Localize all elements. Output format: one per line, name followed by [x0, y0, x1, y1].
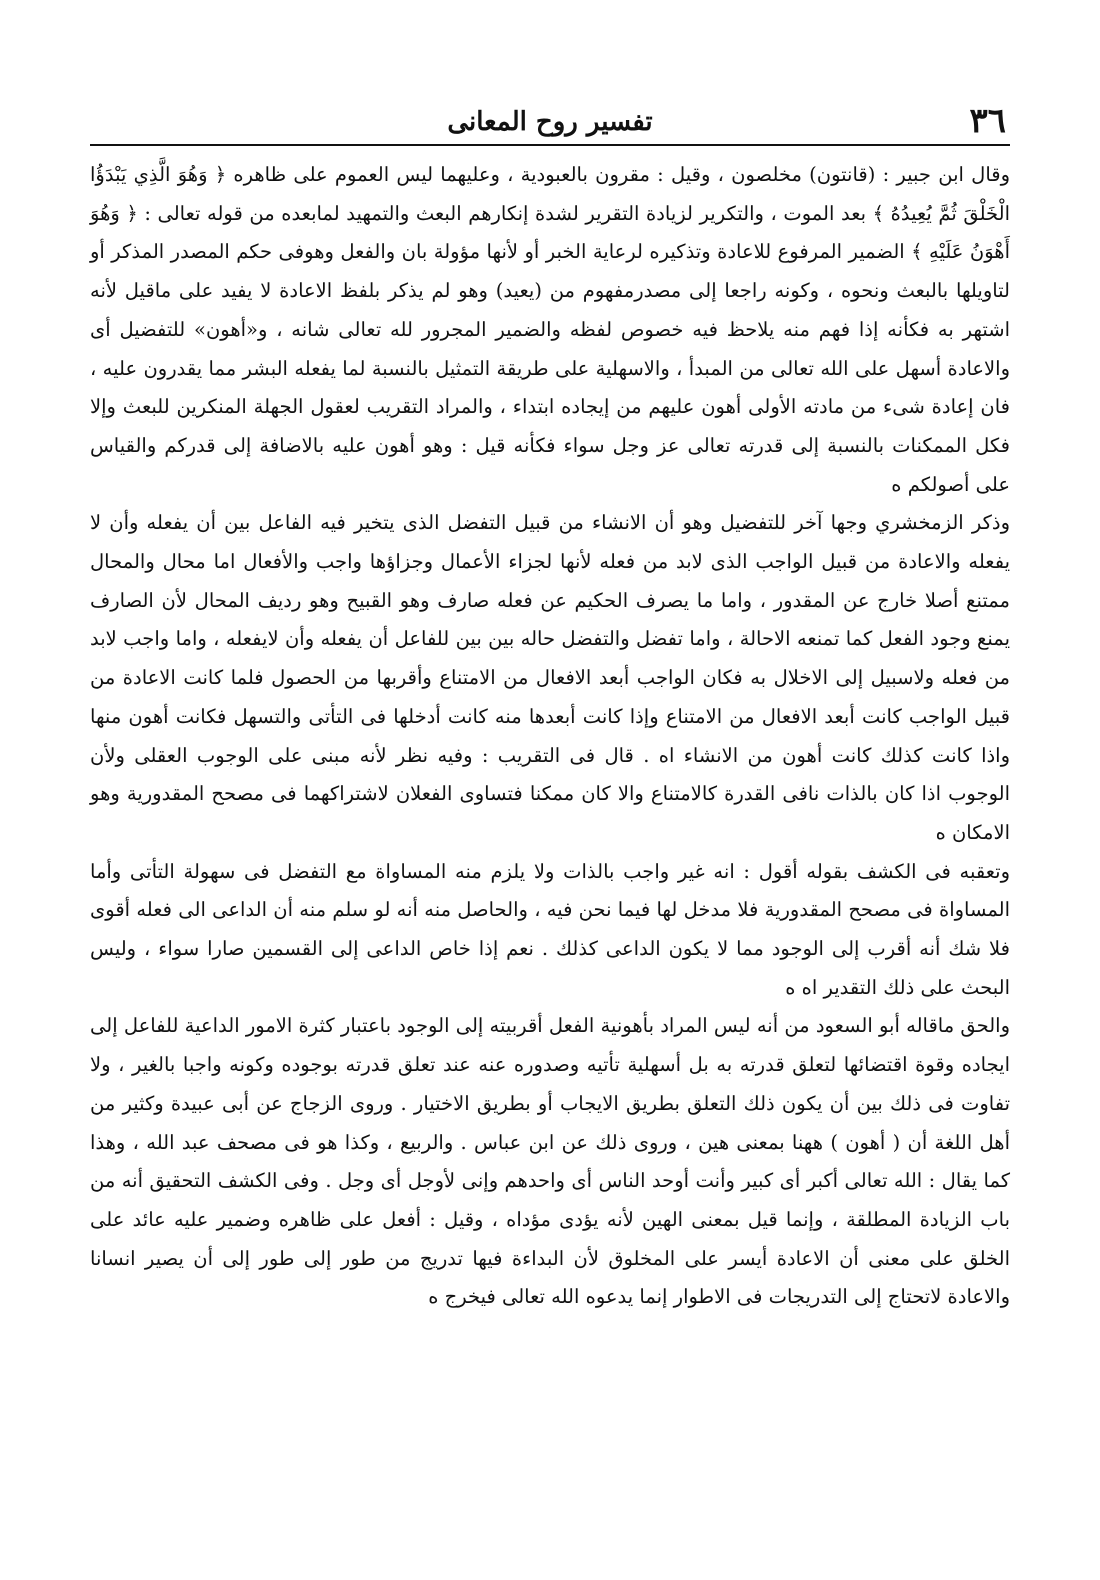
paragraph: وقال ابن جبير : (قانتون) مخلصون ، وقيل : مقرون بالعبودية ، وعليهما ليس العموم على ظاهره ﴿ وَهُوَ الَّذِي يَبْدَؤُا الْخَلْقَ ثُمَّ يُعِيدُهُ ﴾ بعد الموت ، والتكرير لزيادة التقرير لشدة إنكارهم البعث والتمهيد لمابعده من قوله تعالى : ﴿ وَهُوَ أَهْوَنُ عَلَيْهِ ﴾ الضمير المرفوع للاعادة وتذكيره لرعاية الخبر أو لأنها مؤولة بان والفعل وهوفى حكم المصدر المذكر أو لتاويلها بالبعث ونحوه ، وكونه راجعا إلى مصدرمفهوم من (يعيد) وهو لم يذكر بلفظ الاعادة لا يفيد على ماقيل لأنه اشتهر به فكأنه إذا فهم منه يلاحظ فيه خصوص لفظه والضمير المجرور لله تعالى شانه ، و«أهون» للتفضيل أى والاعادة أسهل على الله تعالى من المبدأ ، والاسهلية على طريقة التمثيل بالنسبة لما يفعله البشر مما يقدرون عليه ، فان إعادة شىء من مادته الأولى أهون عليهم من إيجاده ابتداء ، والمراد التقريب لعقول الجهلة المنكرين للبعث وإلا فكل الممكنات بالنسبة إلى قدرته تعالى عز وجل سواء فكأنه قيل : وهو أهون عليه بالاضافة إلى قدركم والقياس على أصولكم ه	[90, 163, 1010, 496]
paragraph: وتعقبه فى الكشف بقوله أقول : انه غير واجب بالذات ولا يلزم منه المساواة مع التفضل فى سهولة التأتى وأما المساواة فى مصحح المقدورية فلا مدخل لها فيما نحن فيه ، والحاصل منه أنه لو سلم منه أن الداعى الى فعله أقوى فلا شك أنه أقرب إلى الوجود مما لا يكون الداعى كذلك . نعم إذا خاص الداعى إلى القسمين صارا سواء ، وليس البحث على ذلك التقدير اه ه	[90, 859, 1010, 999]
page-header	[90, 100, 1010, 146]
paragraph: وذكر الزمخشري وجها آخر للتفضيل وهو أن الانشاء من قبيل التفضل الذى يتخير فيه الفاعل بين أن يفعله وأن لا يفعله والاعادة من قبيل الواجب الذى لابد من فعله لأنها لجزاء الأعمال وجزاؤها واجب والأفعال اما محال والمحال ممتنع أصلا خارج عن المقدور ، واما ما يصرف الحكيم عن فعله صارف وهو القبيح وهو رديف المحال لأن الصارف يمنع وجود الفعل كما تمنعه الاحالة ، واما تفضل والتفضل حاله بين بين للفاعل أن يفعله وأن لايفعله ، واما واجب لابد من فعله ولاسبيل إلى الاخلال به فكان الواجب أبعد الافعال من الامتناع وأقربها من الحصول فلما كانت الاعادة من قبيل الواجب كانت أبعد الافعال من الامتناع وإذا كانت أبعدها منه كانت أدخلها فى التأتى والتسهل فكانت أهون منها واذا كانت كذلك كانت أهون من الانشاء اه . قال فى التقريب : وفيه نظر لأنه مبنى على الوجوب العقلى ولأن الوجوب اذا كان بالذات نافى القدرة كالامتناع والا كان ممكنا فتساوى الفعلان لاشتراكهما فى مصحح المقدورية وهو الامكان ه	[90, 511, 1010, 844]
paragraph: والحق ماقاله أبو السعود من أنه ليس المراد بأهونية الفعل أقربيته إلى الوجود باعتبار كثرة الامور الداعية للفاعل إلى ايجاده وقوة اقتضائها لتعلق قدرته به بل أسهلية تأتيه وصدوره عنه عند تعلق قدرته بوجوده وكونه واجبا بالغير ، ولا تفاوت فى ذلك بين أن يكون ذلك التعلق بطريق الايجاب أو بطريق الاختيار . وروى الزجاج عن أبى عبيدة وكثير من أهل اللغة أن ( أهون ) ههنا بمعنى هين ، وروى ذلك عن ابن عباس . والربيع ، وكذا هو فى مصحف عبد الله ، وهذا كما يقال : الله تعالى أكبر أى كبير وأنت أوحد الناس أى واحدهم وإنى لأوجل أى وجل . وفى الكشف التحقيق أنه من باب الزيادة المطلقة ، وإنما قيل بمعنى الهين لأنه يؤدى مؤداه ، وقيل : أفعل على ظاهره وضمير عليه عائد على الخلق على معنى أن الاعادة أيسر على المخلوق لأن البداءة فيها تدريج من طور إلى طور إلى أن يصير انسانا والاعادة لاتحتاج إلى التدريجات فى الاطوار إنما يدعوه الله تعالى فيخرج ه	[90, 1014, 1010, 1309]
book-page	[90, 100, 1010, 1520]
running-title: تفسير روح المعانى	[447, 107, 653, 137]
page-number: ٣٦	[969, 101, 1006, 141]
body-text	[90, 156, 1010, 1317]
